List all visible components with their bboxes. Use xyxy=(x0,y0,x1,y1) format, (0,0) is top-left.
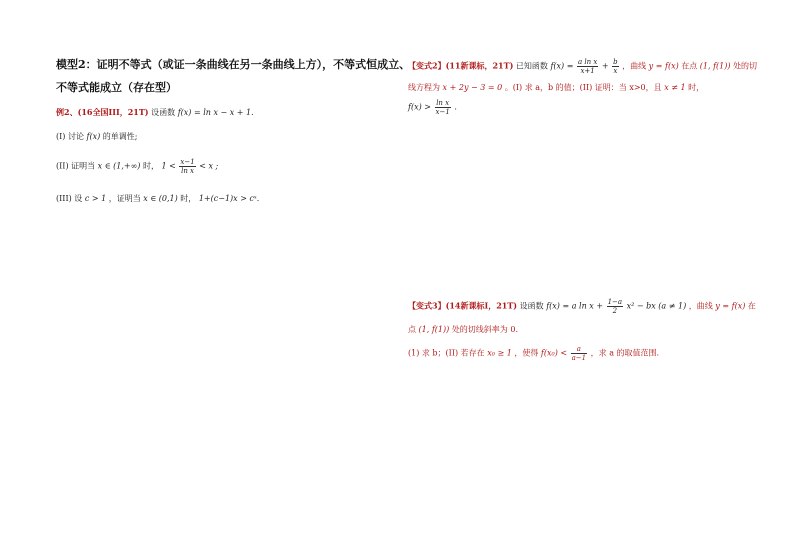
variant3-fraction1 xyxy=(607,298,624,315)
variant3-line2-text1: 点 xyxy=(408,325,416,334)
variant3-label: 【变式3】(14新课标I，21T) xyxy=(408,300,518,311)
part3-inequality: 1+(c−1)x > cˣ. xyxy=(198,194,260,203)
variant3-line3-text3: ，求 a 的取值范围. xyxy=(590,348,660,358)
variant3-ineq-lhs: f(x₀) < xyxy=(540,348,568,358)
variant3-text3: 在 xyxy=(747,301,756,311)
variant2-frac1-num: a ln x xyxy=(577,58,598,66)
variant2-fraction3 xyxy=(435,99,451,116)
variant2-line1 xyxy=(408,58,758,75)
variant-3 xyxy=(408,298,758,362)
part2-denominator: ln x xyxy=(181,167,194,175)
part2-rhs: < x ; xyxy=(199,161,219,171)
variant3-frac-num: 1−a xyxy=(607,298,623,306)
variant2-plus: + xyxy=(601,61,609,71)
part1-text: 的单调性; xyxy=(102,132,138,141)
variant2-line3-end: . xyxy=(454,102,457,112)
variant2-fraction2 xyxy=(612,58,618,75)
variant3-func-lhs: f(x) = a ln x + xyxy=(546,301,604,311)
variant2-line2-text3: 时， xyxy=(688,83,705,92)
part2-condition: x ∈ (1,+∞) xyxy=(97,161,141,171)
part3-text2: 时， xyxy=(180,194,197,203)
variant2-text4: 处的切 xyxy=(733,61,758,71)
model-heading xyxy=(56,56,410,96)
part3-c: c > 1 xyxy=(84,194,107,203)
variant3-text2: ，曲线 xyxy=(688,301,713,311)
example-part-1 xyxy=(56,131,137,143)
variant3-frac2-den: a−1 xyxy=(571,354,587,362)
variant2-frac1-den: x+1 xyxy=(580,67,595,75)
variant3-line3-text2: ，使得 xyxy=(514,348,539,358)
part2-label: (II) 证明当 xyxy=(56,161,96,171)
variant3-curve: y = f(x) xyxy=(715,301,746,311)
variant3-point: (1, f(1)) xyxy=(418,325,450,334)
variant2-frac3-den: x−1 xyxy=(435,108,450,116)
example-part-2 xyxy=(56,158,218,175)
variant3-line1 xyxy=(408,298,758,315)
variant2-point: (1, f(1)) xyxy=(699,61,731,71)
part1-function: f(x) xyxy=(86,132,101,141)
part1-label: (I) 讨论 xyxy=(56,132,84,141)
variant2-line2 xyxy=(408,82,758,94)
part2-lhs: 1 < xyxy=(161,161,176,171)
example-2 xyxy=(56,106,254,119)
variant2-text1: 已知函数 xyxy=(515,61,548,71)
variant3-line2 xyxy=(408,324,758,336)
variant3-line2-text2: 处的切线斜率为 0. xyxy=(451,325,518,334)
example-label: 例2、(16全国III，21T) xyxy=(56,107,149,117)
variant2-line3-lhs: f(x) > xyxy=(408,102,431,112)
variant2-func-lhs: f(x) = xyxy=(550,61,574,71)
part2-text: 时， xyxy=(142,161,159,171)
variant2-label: 【变式2】(11新课标，21T) xyxy=(408,60,514,71)
variant2-frac3-num: ln x xyxy=(436,99,450,107)
variant2-line2-text2: 。(I) 求 a，b 的值；(II) 证明：当 x>0，且 xyxy=(504,83,662,92)
variant3-frac2-num: a xyxy=(571,345,588,354)
variant3-line3-text1: (1) 求 b；(II) 若存在 xyxy=(408,348,485,358)
example-part-3 xyxy=(56,193,259,205)
example-text: 设函数 xyxy=(151,108,176,117)
variant2-fraction1 xyxy=(577,58,598,75)
model-heading-line2: 不等式能成立（存在型） xyxy=(56,81,177,94)
variant-2 xyxy=(408,58,758,116)
variant3-condition: x₀ ≥ 1 xyxy=(487,348,512,358)
part3-text1: ，证明当 xyxy=(108,194,141,203)
example-function: f(x) = ln x − x + 1. xyxy=(177,108,254,117)
part3-label: (III) 设 xyxy=(56,194,83,203)
variant2-frac2-den: x xyxy=(613,67,618,75)
part3-condition: x ∈ (0,1) xyxy=(143,194,178,203)
variant2-frac2-num: b xyxy=(613,58,618,66)
variant2-text3: 在点 xyxy=(681,61,698,71)
variant3-func-rhs: x² − bx (a ≠ 1) xyxy=(626,301,687,311)
variant3-line3 xyxy=(408,345,758,362)
variant2-line2-text1: 线方程为 xyxy=(408,83,440,92)
variant2-tangent: x + 2y − 3 = 0 xyxy=(442,83,503,92)
variant3-fraction2 xyxy=(571,345,588,362)
variant2-text2: ，曲线 xyxy=(622,61,647,71)
part2-numerator: x−1 xyxy=(180,158,195,166)
variant3-frac-den: 2 xyxy=(612,307,618,315)
model-heading-line1: 模型2：证明不等式（或证一条曲线在另一条曲线上方），不等式恒成立、 xyxy=(56,58,411,71)
variant2-condition: x ≠ 1 xyxy=(664,83,686,92)
variant2-curve: y = f(x) xyxy=(648,61,679,71)
variant3-text1: 设函数 xyxy=(519,301,544,311)
part2-fraction xyxy=(179,158,195,175)
variant2-line3 xyxy=(408,99,758,116)
